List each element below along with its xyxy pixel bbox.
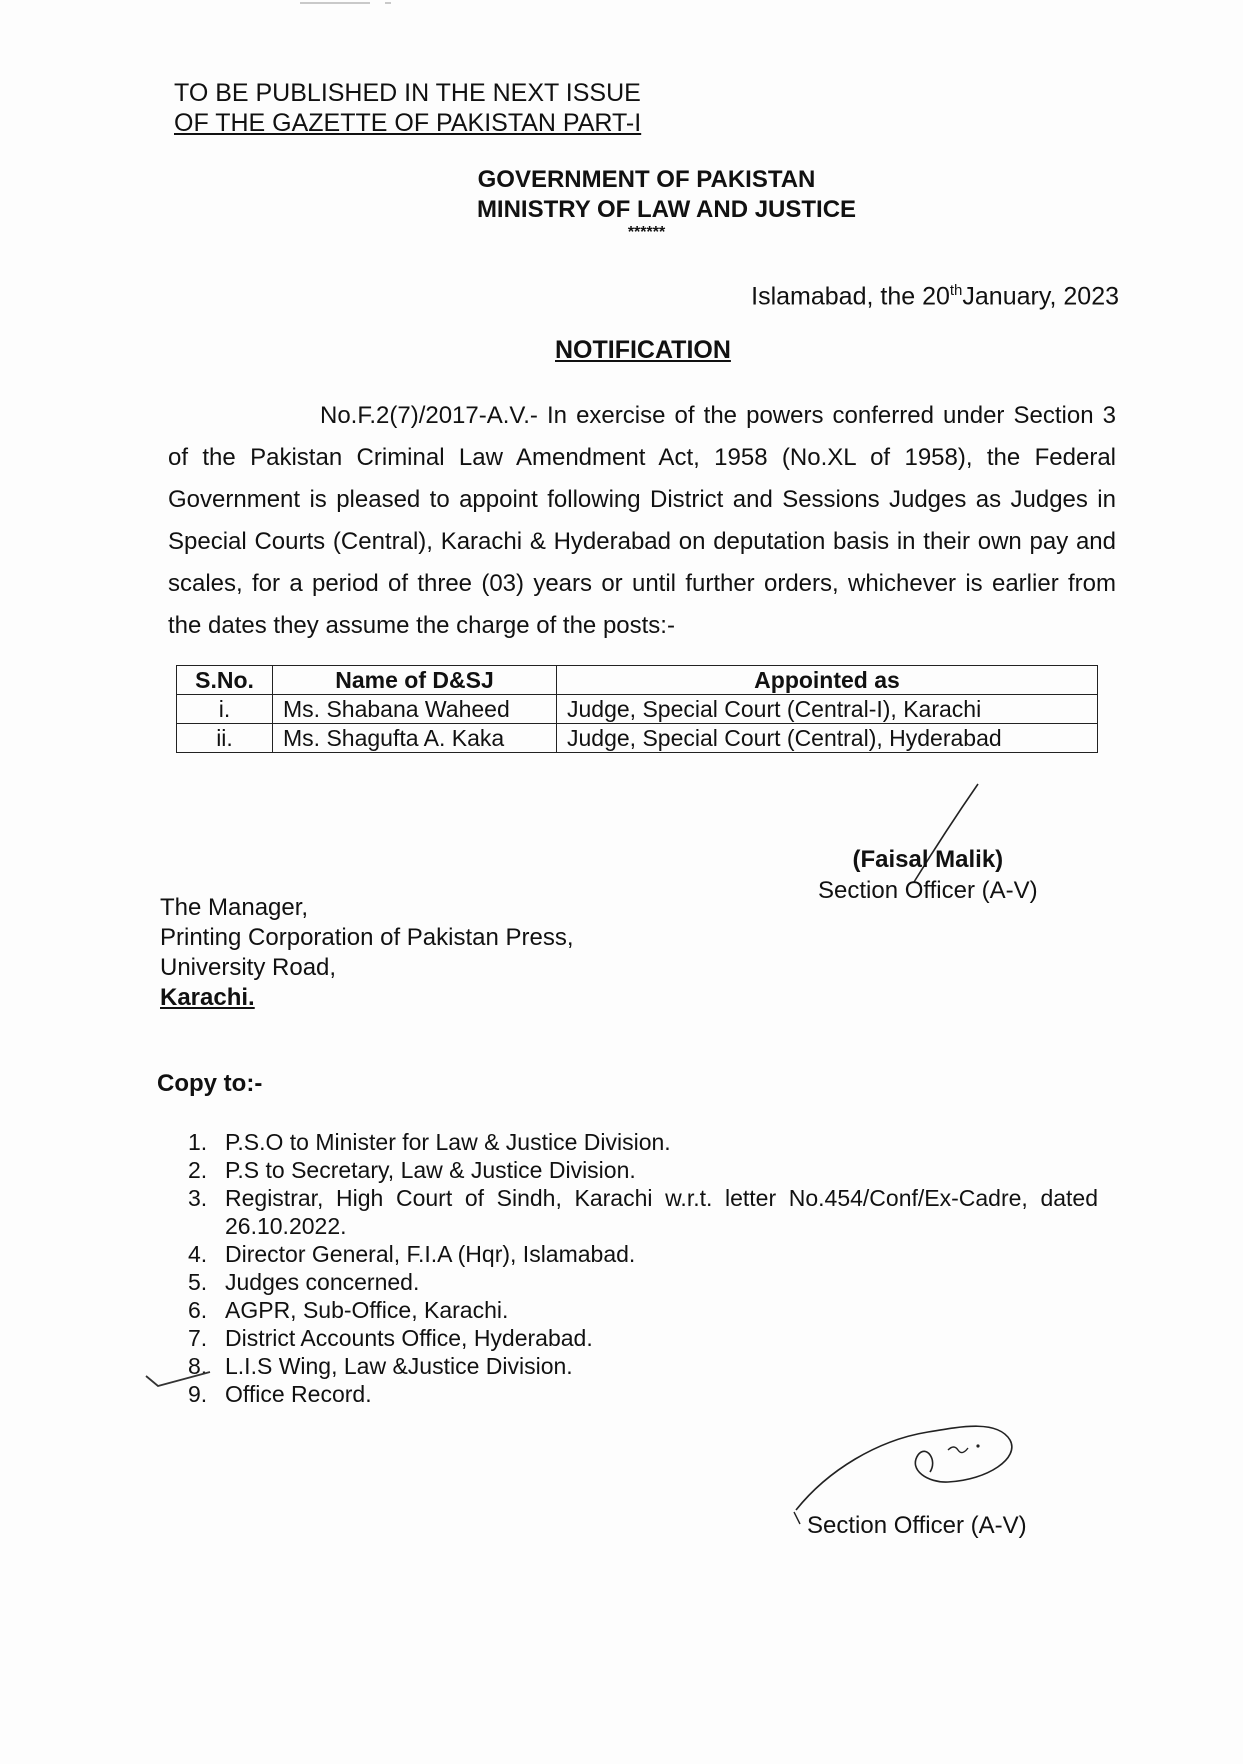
item-number: 7. [188, 1325, 208, 1351]
item-text: Office Record. [225, 1381, 372, 1407]
row-name: Ms. Shagufta A. Kaka [273, 724, 557, 753]
notification-body: No.F.2(7)/2017-A.V.- In exercise of the powers conferred under Section 3 of the Pakistan Criminal Law Amendment Act, 1958 (No.XL of 1958), the Federal Government is pleased to appoint following District and Sessions Judges as Judges in Special Courts (Central), Karachi & Hyderabad on deputation basis in their own pay and scales, for a period of three (03) years or until further orders, whichever is earlier from the dates they assume the charge of the posts:- [168, 402, 1116, 639]
appointments-table [176, 665, 1098, 753]
list-item [188, 1240, 1098, 1268]
addressee-line-3: University Road, [160, 954, 337, 981]
item-text: Director General, F.I.A (Hqr), Islamabad. [225, 1241, 636, 1267]
list-item [188, 1352, 1098, 1380]
publish-line-1: TO BE PUBLISHED IN THE NEXT ISSUE [174, 79, 641, 107]
item-number: 3. [188, 1185, 208, 1211]
item-text: P.S to Secretary, Law & Justice Division. [225, 1157, 636, 1183]
item-text: P.S.O to Minister for Law & Justice Division. [225, 1129, 671, 1155]
signatory-name: (Faisal Malik) [852, 846, 1004, 873]
item-number: 6. [188, 1297, 208, 1323]
addressee-line-1: The Manager, [160, 894, 309, 921]
item-text: L.I.S Wing, Law &Justice Division. [225, 1353, 573, 1379]
list-item [188, 1156, 1098, 1184]
item-number: 8. [188, 1353, 208, 1379]
row-sno: ii. [177, 724, 273, 753]
gazette-publication-note [174, 78, 641, 138]
signatory-block [818, 844, 1038, 906]
list-item [188, 1268, 1098, 1296]
table-row [177, 695, 1098, 724]
list-item [188, 1128, 1098, 1156]
signature-scribble-icon [788, 1400, 1028, 1530]
item-text: Judges concerned. [225, 1269, 420, 1295]
row-sno: i. [177, 695, 273, 724]
item-number: 5. [188, 1269, 208, 1295]
list-item [188, 1296, 1098, 1324]
item-text: Registrar, High Court of Sindh, Karachi w.r.t. letter No.454/Conf/Ex-Cadre, dated 26.10.2022. [225, 1185, 1098, 1239]
addressee-line-2: Printing Corporation of Pakistan Press, [160, 924, 574, 951]
row-appointed-as: Judge, Special Court (Central), Hyderabad [557, 724, 1098, 753]
notification-title: NOTIFICATION [555, 336, 731, 364]
table-header-row [177, 666, 1098, 695]
row-name: Ms. Shabana Waheed [273, 695, 557, 724]
header-name: Name of D&SJ [273, 666, 557, 695]
notification-date [751, 282, 1119, 311]
government-heading [0, 165, 1243, 241]
item-number: 4. [188, 1241, 208, 1267]
date-rest: January, 2023 [962, 282, 1119, 311]
list-item [188, 1184, 1098, 1240]
government-title: GOVERNMENT OF PAKISTAN [477, 166, 816, 193]
table-row [177, 724, 1098, 753]
item-number: 1. [188, 1129, 208, 1155]
list-item [188, 1324, 1098, 1352]
signatory-designation: Section Officer (A-V) [818, 877, 1038, 904]
handwritten-tick-icon [144, 1368, 214, 1390]
item-text: District Accounts Office, Hyderabad. [225, 1325, 593, 1351]
header-appointed-as: Appointed as [557, 666, 1098, 695]
date-prefix: Islamabad, the 20 [751, 282, 950, 311]
header-sno: S.No. [177, 666, 273, 695]
addressee-block [160, 893, 574, 1013]
heading-separator: ****** [627, 224, 666, 241]
date-ordinal: th [949, 282, 963, 299]
copy-to-heading: Copy to:- [157, 1070, 263, 1097]
addressee-city: Karachi. [160, 984, 255, 1011]
row-appointed-as: Judge, Special Court (Central-I), Karachi [557, 695, 1098, 724]
item-number: 2. [188, 1157, 208, 1183]
item-text: AGPR, Sub-Office, Karachi. [225, 1297, 509, 1323]
copy-to-list [188, 1128, 1098, 1408]
publish-line-2: OF THE GAZETTE OF PAKISTAN PART-I [174, 109, 642, 137]
ministry-title: MINISTRY OF LAW AND JUSTICE [476, 196, 857, 223]
scan-artifact-line [300, 2, 370, 4]
scan-artifact-line [385, 2, 391, 4]
item-number: 9. [188, 1381, 208, 1407]
footer-designation: Section Officer (A-V) [807, 1512, 1027, 1539]
